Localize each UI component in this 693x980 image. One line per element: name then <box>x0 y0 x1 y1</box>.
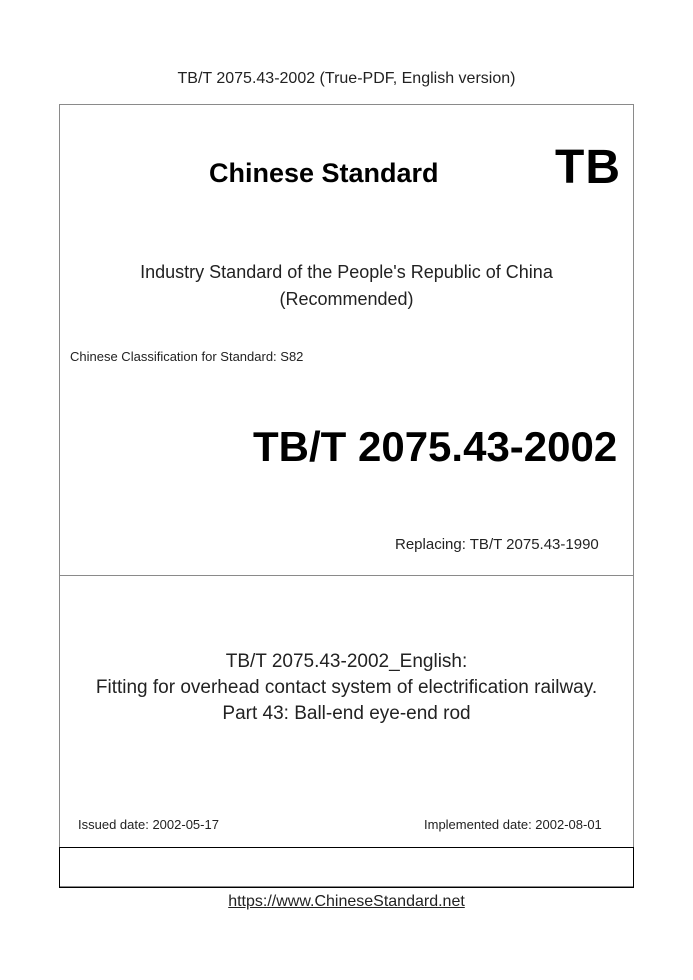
standard-description <box>0 649 693 727</box>
footer-box-bottom-border <box>59 887 634 888</box>
footer-box-top-border <box>60 847 633 848</box>
standard-number: TB/T 2075.43-2002 <box>253 423 618 470</box>
industry-code: TB <box>555 141 621 194</box>
footer-box-left-border <box>59 847 60 888</box>
footer-box-right-border <box>633 847 634 888</box>
description-line-1: TB/T 2075.43-2002_English: <box>225 651 468 672</box>
description-line-2: Fitting for overhead contact system of electrification railway. <box>95 677 598 698</box>
section-divider <box>60 575 633 576</box>
implemented-date: Implemented date: 2002-08-01 <box>424 817 602 832</box>
description-line-3: Part 43: Ball-end eye-end rod <box>222 703 471 724</box>
industry-line-2: (Recommended) <box>279 289 414 309</box>
replacing-note: Replacing: TB/T 2075.43-1990 <box>395 536 599 553</box>
issued-date: Issued date: 2002-05-17 <box>78 817 219 832</box>
website-link[interactable]: https://www.ChineseStandard.net <box>228 893 465 910</box>
cover-frame <box>59 104 634 887</box>
footer <box>0 893 693 911</box>
cover-heading: Chinese Standard <box>209 158 439 188</box>
industry-statement <box>0 259 693 313</box>
document-header: TB/T 2075.43-2002 (True-PDF, English version) <box>177 70 516 87</box>
classification: Chinese Classification for Standard: S82 <box>70 349 304 364</box>
industry-line-1: Industry Standard of the People's Republic of China <box>140 262 553 282</box>
